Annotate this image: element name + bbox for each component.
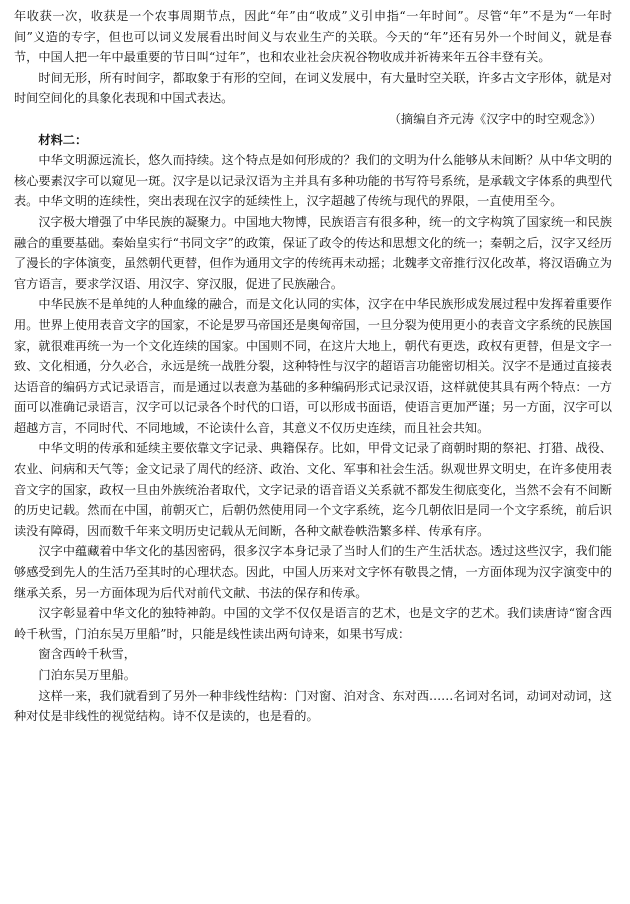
paragraph: 年收获一次，收获是一个农事周期节点，因此“年”由“收成”义引申指“一年时间”。尽管“年”不是为“一年时间”义造的专字，但也可以词义发展看出时间义与农业生产的关联。今天的“年”还有另外一个时间义，就是春节，中国人把一年中最重要的节日叫“过年”，也和农业社会庆祝谷物收成并祈祷来年五谷丰登有关。 <box>14 9 612 65</box>
paragraph: 汉字彰显着中华文化的独特神韵。中国的文学不仅仅是语言的艺术，也是文字的艺术。我们读唐诗“窗含西岭千秋雪，门泊东吴万里船”时，只能是线性读出两句诗来，如果书写成： <box>14 606 612 641</box>
paragraph: 时间无形，所有时间字，都取象于有形的空间，在词义发展中，有大量时空关联，许多古文字形体，就是对时间空间化的具象化表现和中国式表达。 <box>14 70 612 106</box>
paragraph: 中华文明的传承和延续主要依靠文字记录、典籍保存。比如，甲骨文记录了商朝时期的祭祀、打猎、战役、农业、问病和天气等；金文记录了周代的经济、政治、文化、军事和社会生活。纵观世界文明史，在许多使用表音文字的国家，政权一旦由外族统治者取代，文字记录的语音语义关系就不都发生彻底变化，当然不会有不间断的历史记载。然而在中国，前朝灭亡，后朝仍然使用同一个文字系统，迄今几朝依旧是同一个文字系统，前后识读没有障碍，因而数千年来文明历史记载从无间断，各种文献卷帙浩繁多样、传承有序。 <box>14 441 612 538</box>
material-heading: 材料二： <box>38 132 88 147</box>
paragraph: 中华民族不是单纯的人种血缘的融合，而是文化认同的实体，汉字在中华民族形成发展过程中发挥着重要作用。世界上使用表音文字的国家，不论是罗马帝国还是奥匈帝国，一旦分裂为使用更小的表音文字系统的民族国家，就很难再统一为一个文化连续的国家。中国则不同，在这片大地上，朝代有更迭，政权有更替，但是文字一致、文化相通，分久必合，永远是统一战胜分裂，这种特性与汉字的超语言功能密切相关。汉字不是通过直接表达语音的编码方式记录语言，而是通过以表意为基础的多种编码形式记录汉语，这样就使其具有两个特点：一方面可以准确记录语言，汉字可以记录各个时代的口语，可以形成书面语，使语言更加严谨；另一方面，汉字可以超越方言，不同时代、不同地域，不论读什么音，其意义不仅历史连续，而且社会共知。 <box>14 297 612 435</box>
closing-paragraph: 这样一来，我们就看到了另外一种非线性结构：门对窗、泊对含、东对西……名词对名词，动词对动词，这种对仗是非线性的视觉结构。诗不仅是读的，也是看的。 <box>14 688 612 724</box>
source-citation: （摘编自齐元涛《汉字中的时空观念》） <box>388 111 602 126</box>
paragraph: 中华文明源远流长，悠久而持续。这个特点是如何形成的？我们的文明为什么能够从未间断？从中华文明的核心要素汉字可以窥见一斑。汉字是以记录汉语为主并具有多种功能的书写符号系统，是承载文字体系的典型代表。中华文明的连续性，突出表现在汉字的延续性上，汉字超越了传统与现代的界限，一直使用至今。 <box>14 153 612 209</box>
paragraph: 汉字极大增强了中华民族的凝聚力。中国地大物博，民族语言有很多种，统一的文字构筑了国家统一和民族融合的重要基础。秦始皇实行“书同文字”的政策，保证了政令的传达和思想文化的统一；秦朝之后，汉字又经历了漫长的字体演变，虽然朝代更替，但作为通用文字的传统再未动摇；北魏孝文帝推行汉化改革，将汉语确立为官方语言，要求学汉语、用汉字、穿汉服，促进了民族融合。 <box>14 214 612 291</box>
poem-line: 窗含西岭千秋雪， <box>38 647 136 662</box>
poem-line: 门泊东吴万里船。 <box>38 668 136 682</box>
paragraph: 汉字中蕴藏着中华文化的基因密码，很多汉字本身记录了当时人们的生产生活状态。透过这些汉字，我们能够感受到先人的生活乃至其时的心理状态。因此，中国人历来对文字怀有敬畏之情，一方面体现为汉字演变中的继承关系，另一方面体现为后代对前代文献、书法的保存和传承。 <box>14 544 612 600</box>
